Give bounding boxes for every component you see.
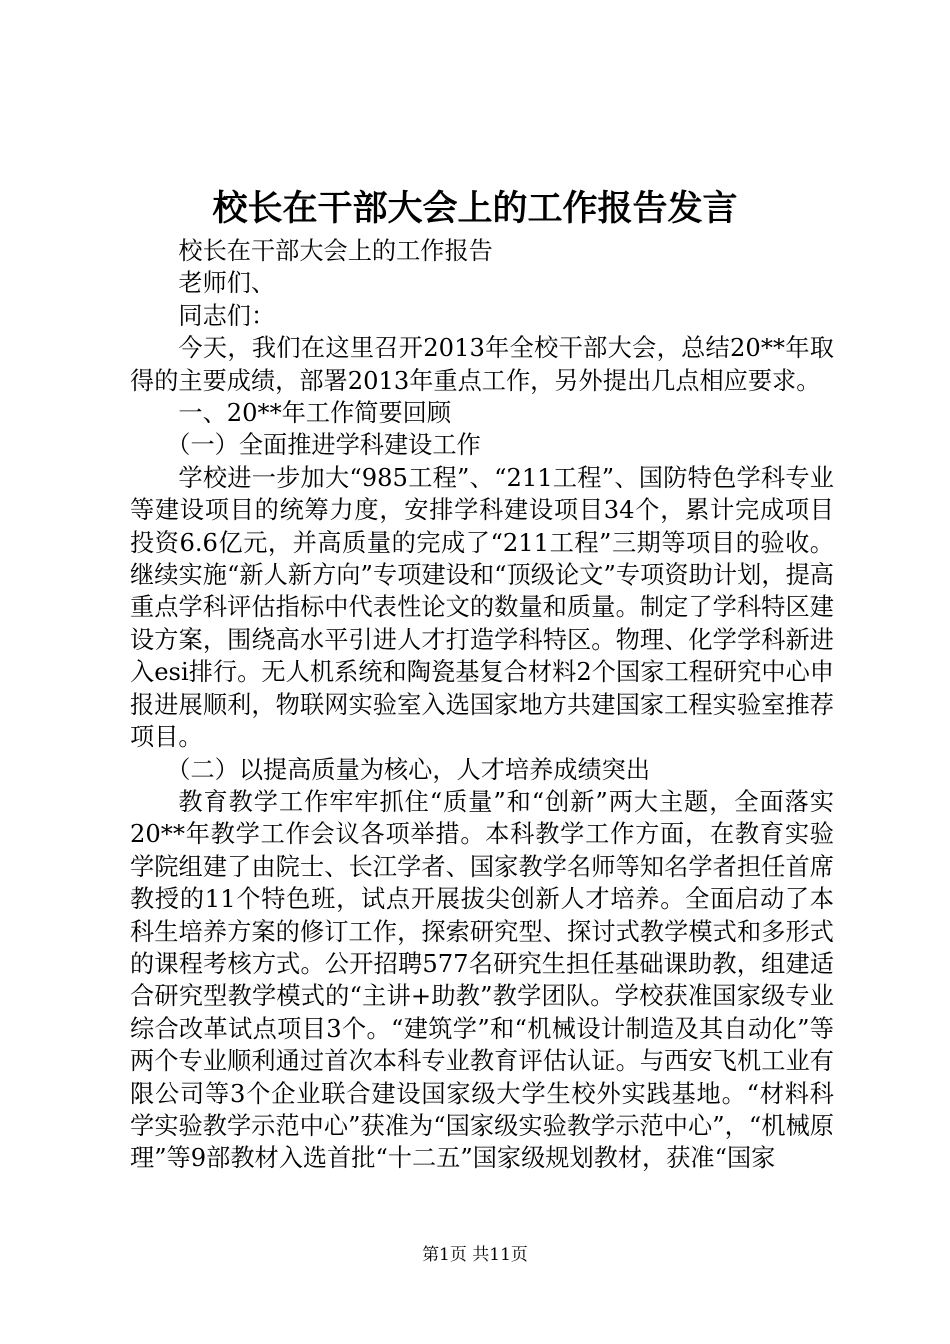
section-heading: 一、20**年工作简要回顾 (178, 399, 452, 428)
paragraph: 教育教学工作牢牢抓住“质量”和“创新”两大主题，全面落实20**年教学工作会议各项举措。本科教学工作方面，在教育实验学院组建了由院士、长江学者、国家教学名师等知名学者担任首席教授的11个特色班，试点开展拔尖创新人才培养。全面启动了本科生培养方案的修订工作，探索研究型、探讨式教学模式和多形式的课程考核方式。公开招聘577名研究生担任基础课助教，组建适合研究型教学模式的“主讲+助教”教学团队。学校获准国家级专业综合改革试点项目3个。“建筑学”和“机械设计制造及其自动化”等两个专业顺利通过首次本科专业教育评估认证。与西安飞机工业有限公司等3个企业联合建设国家级大学生校外实践基地。“材料科学实验教学示范中心”获准为“国家级实验教学示范中心”，“机械原理”等9部教材入选首批“十二五”国家级规划教材，获准“国家 (130, 787, 834, 1173)
paragraph: 学校进一步加大“985工程”、“211工程”、国防特色学科专业等建设项目的统筹力度，安排学科建设项目34个，累计完成项目投资6.6亿元，并高质量的完成了“211工程”三期等项目的验收。继续实施“新人新方向”专项建设和“顶级论文”专项资助计划，提高重点学科评估指标中代表性论文的数量和质量。制定了学科特区建设方案，围绕高水平引进人才打造学科特区。物理、化学学科新进入esi排行。无人机系统和陶瓷基复合材料2个国家工程研究中心申报进展顺利，物联网实验室入选国家地方共建国家工程实验室推荐项目。 (130, 463, 834, 752)
page-footer: 第1页 共11页 (422, 1245, 528, 1265)
paragraph: 今天，我们在这里召开2013年全校干部大会，总结20**年取得的主要成绩，部署2013年重点工作，另外提出几点相应要求。 (130, 334, 834, 395)
document-title: 校长在干部大会上的工作报告发言 (212, 188, 738, 229)
subsection-heading: （一）全面推进学科建设工作 (166, 431, 481, 460)
paragraph: 同志们： (178, 301, 276, 330)
paragraph: 老师们、 (178, 269, 276, 298)
paragraph: 校长在干部大会上的工作报告 (178, 237, 493, 265)
document-body (130, 235, 834, 1175)
subsection-heading: （二）以提高质量为核心，人才培养成绩突出 (166, 755, 651, 784)
